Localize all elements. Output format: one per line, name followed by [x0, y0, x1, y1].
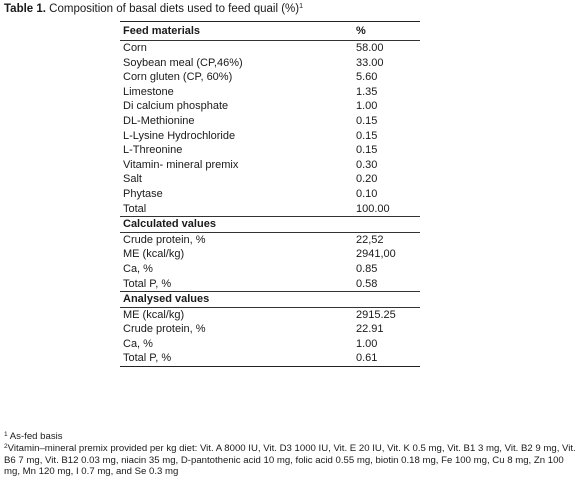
row-label: Salt	[123, 173, 142, 186]
row-value: 0.58	[356, 277, 378, 290]
feed-row	[120, 158, 420, 173]
analysed-row	[120, 337, 420, 352]
footnote-2-text: Vitamin–mineral premix provided per kg diet: Vit. A 8000 IU, Vit. D3 1000 IU, Vit. E 20 IU, Vit. K 0.5 mg, Vit. B1 3 mg, Vit. B2 9 mg, Vit. B6 7 mg, Vit. B12 0.03 mg, niacin 35 mg, D-pantothenic acid 10 mg, folic acid 0.55 mg, biotin 0.18 mg, Fe 100 mg, Cu 8 mg, Zn 100 mg, Mn 120 mg, I 0.7 mg, and Se 0.3 mg	[4, 442, 576, 478]
row-label: Vitamin- mineral premix	[123, 158, 239, 171]
caption-label: Table 1.	[4, 3, 46, 15]
row-value: 0.10	[356, 187, 378, 200]
table-bottom-rule	[120, 366, 420, 367]
feed-rows	[120, 41, 420, 216]
row-label: Crude protein, %	[123, 323, 206, 336]
calculated-rows	[120, 233, 420, 291]
row-label: Corn gluten (CP, 60%)	[123, 71, 233, 84]
feed-row	[120, 129, 420, 144]
analysed-row	[120, 351, 420, 366]
row-label: Phytase	[123, 187, 163, 200]
row-value: 22,52	[356, 233, 384, 246]
row-label: Corn	[123, 42, 147, 54]
feed-row	[120, 70, 420, 85]
feed-row	[120, 85, 420, 100]
row-label: Di calcium phosphate	[123, 100, 229, 113]
row-value: 33.00	[356, 56, 384, 69]
row-value: 2915.25	[356, 308, 396, 321]
row-label: L-Threonine	[123, 144, 183, 157]
row-value: 0.85	[356, 262, 378, 275]
row-value: 0.15	[356, 114, 378, 127]
row-value: 1.35	[356, 85, 378, 98]
row-label: Ca, %	[123, 337, 153, 350]
row-value: 100.00	[356, 202, 390, 215]
analysed-values-heading	[120, 292, 420, 307]
row-value: 0.15	[356, 129, 378, 142]
table-caption	[4, 3, 303, 15]
row-label: ME (kcal/kg)	[123, 248, 185, 261]
composition-table	[120, 21, 420, 367]
analysed-values-title: Analysed values	[123, 293, 210, 306]
feed-row	[120, 41, 420, 56]
calculated-values-heading	[120, 217, 420, 232]
header-percent: %	[356, 25, 366, 37]
feed-row	[120, 202, 420, 217]
row-label: Limestone	[123, 85, 174, 98]
table-header-row	[120, 22, 420, 40]
row-label: Total P, %	[123, 277, 172, 290]
row-value: 1.00	[356, 100, 378, 113]
analysed-row	[120, 308, 420, 323]
caption-text: Composition of basal diets used to feed quail (%)	[45, 3, 300, 15]
feed-row	[120, 172, 420, 187]
row-label: Crude protein, %	[123, 233, 206, 246]
analysed-rows	[120, 308, 420, 366]
row-value: 2941,00	[356, 248, 396, 261]
calculated-values-title: Calculated values	[123, 218, 216, 231]
row-value: 58.00	[356, 42, 384, 54]
row-label: ME (kcal/kg)	[123, 308, 185, 321]
footnote-2-mark: 2	[4, 442, 8, 450]
footnote-1-mark: 1	[4, 431, 8, 438]
feed-row	[120, 143, 420, 158]
row-label: DL-Methionine	[123, 114, 195, 127]
caption-footnote-mark: 1	[299, 3, 304, 10]
footnote-2	[4, 443, 578, 478]
row-value: 0.15	[356, 144, 378, 157]
feed-row	[120, 114, 420, 129]
row-value: 0.61	[356, 352, 378, 365]
calculated-row	[120, 277, 420, 292]
calculated-row	[120, 233, 420, 248]
feed-row	[120, 187, 420, 202]
calculated-row	[120, 262, 420, 277]
row-value: 0.20	[356, 173, 378, 186]
row-value: 0.30	[356, 158, 378, 171]
row-value: 5.60	[356, 71, 378, 84]
row-label: Ca, %	[123, 262, 153, 275]
footnote-1	[4, 431, 578, 443]
feed-row	[120, 56, 420, 71]
row-label: Total	[123, 202, 147, 215]
row-value: 1.00	[356, 337, 378, 350]
row-label: Soybean meal (CP,46%)	[123, 56, 243, 69]
row-label: L-Lysine Hydrochloride	[123, 129, 236, 142]
feed-row	[120, 99, 420, 114]
footnote-1-text: As-fed basis	[7, 431, 63, 442]
footnotes	[4, 431, 578, 478]
row-value: 22.91	[356, 323, 384, 336]
header-feed-materials: Feed materials	[123, 25, 201, 37]
row-label: Total P, %	[123, 352, 172, 365]
calculated-row	[120, 247, 420, 262]
analysed-row	[120, 322, 420, 337]
